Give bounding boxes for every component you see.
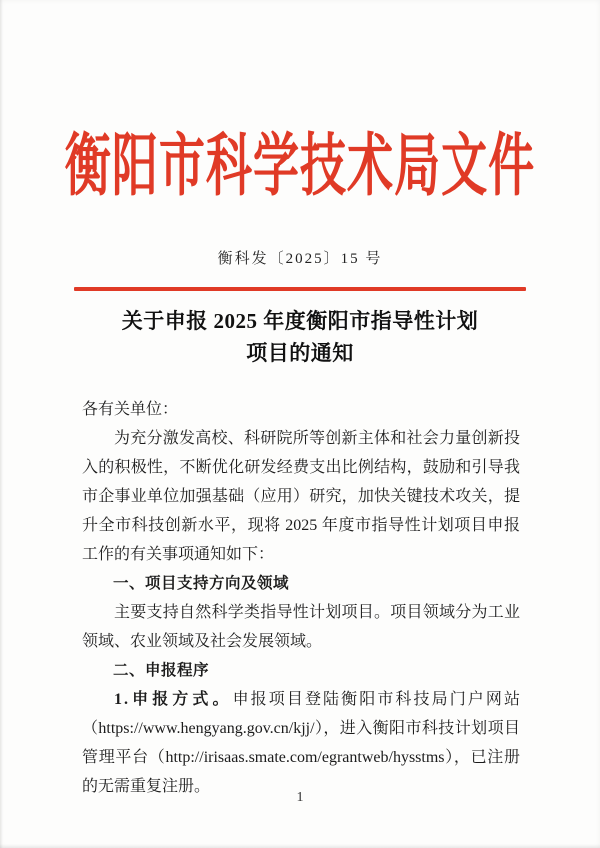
section-1-body: 主要支持自然科学类指导性计划项目。项目领域分为工业领域、农业领域及社会发展领域。	[82, 604, 520, 650]
document-body	[82, 395, 520, 801]
document-title-line1: 关于申报 2025 年度衡阳市指导性计划	[121, 309, 479, 333]
intro-paragraph: 为充分激发高校、科研院所等创新主体和社会力量创新投入的积极性，不断优化研发经费支出比例结构，鼓励和引导我市企事业单位加强基础（应用）研究，加快关键技术攻关，提升全市科技创新水平，现将 2025 年度市指导性计划项目申报工作的有关事项通知如下：	[82, 430, 520, 563]
document-title-line2: 项目的通知	[246, 341, 354, 365]
application-method-paragraph	[82, 685, 520, 801]
section-1-heading: 一、项目支持方向及领域	[113, 575, 290, 592]
red-divider-rule	[74, 287, 526, 291]
scan-edge-bottom	[0, 844, 600, 848]
salutation: 各有关单位：	[82, 401, 179, 418]
page-number: 1	[296, 790, 304, 805]
document-number: 衡科发〔2025〕15 号	[217, 251, 383, 267]
document-title	[0, 305, 600, 369]
scan-edge-left	[0, 0, 3, 848]
application-method-lead: 1.申报方式。	[114, 691, 233, 708]
section-2-heading: 二、申报程序	[113, 662, 210, 679]
application-method-body: 申报项目登陆衡阳市科技局门户网站（https://www.hengyang.gov.cn/kjj/），进入衡阳市科技计划项目管理平台（http://irisaas.smate.com/egrantweb/hysstms），已注册的无需重复注册。	[82, 691, 520, 795]
red-header-banner: 衡阳市科学技术局文件	[64, 129, 536, 205]
